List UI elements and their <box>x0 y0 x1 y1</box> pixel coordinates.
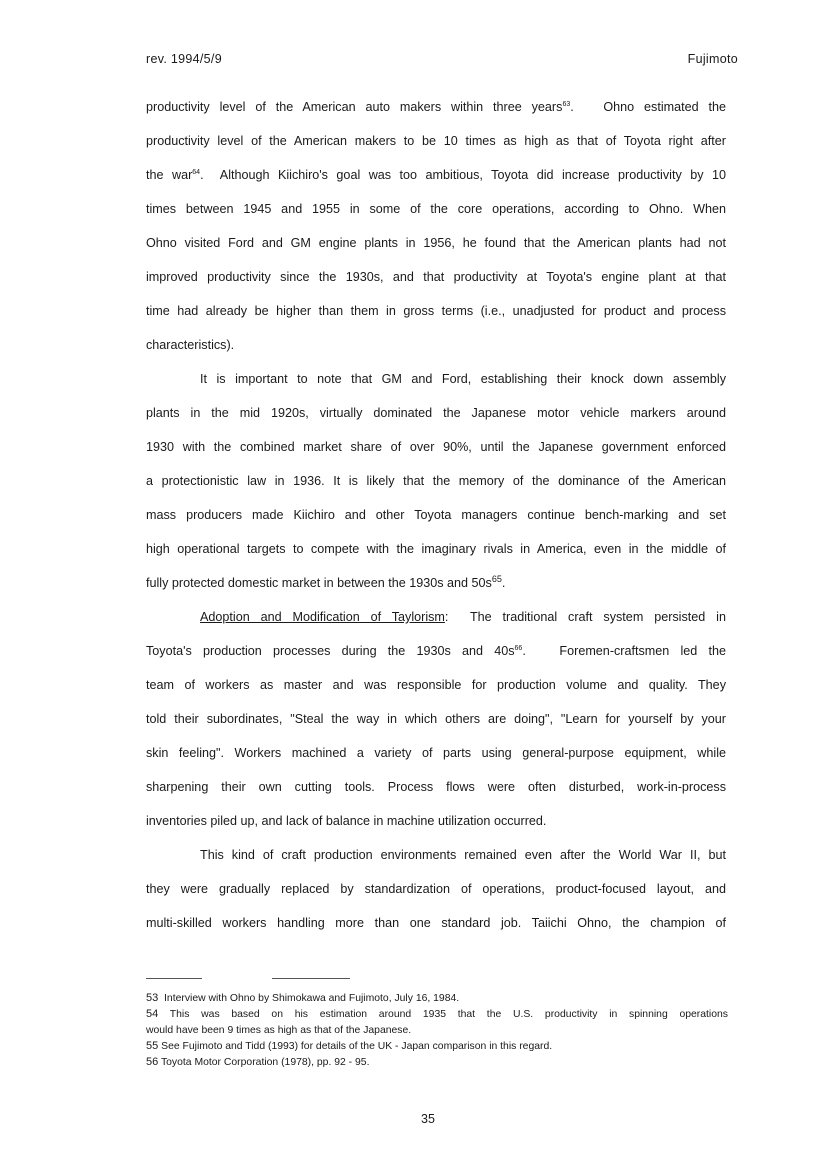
body-line: Toyota's production processes during the 1930s and 40s$^{66}$. Foremen-craftsmen led the <box>146 644 727 658</box>
body-line: Adoption and Modification of Taylorism: The traditional craft system persisted in <box>200 610 726 624</box>
body-line: 1930 with the combined market share of over 90%, until the Japanese government enforced <box>146 440 726 454</box>
footnote-item: 55 See Fujimoto and Tidd (1993) for details of the UK - Japan comparison in this regard. <box>146 1040 553 1052</box>
body-line: mass producers made Kiichiro and other Toyota managers continue bench-marking and set <box>146 508 726 522</box>
footnote-item: 54 This was based on his estimation around 1935 that the U.S. productivity in spinning operations <box>146 1008 728 1020</box>
body-line: told their subordinates, "Steal the way in which others are doing", "Learn for yourself by your <box>146 712 726 726</box>
footnote-separator <box>272 978 350 979</box>
body-line: sharpening their own cutting tools. Process flows were often disturbed, work-in-process <box>146 780 726 794</box>
body-line: plants in the mid 1920s, virtually dominated the Japanese motor vehicle markers around <box>146 406 726 420</box>
body-line: high operational targets to compete with the imaginary rivals in America, even in the middle of <box>146 542 726 556</box>
body-line: they were gradually replaced by standardization of operations, product-focused layout, and <box>146 882 726 896</box>
footnote-item: 56 Toyota Motor Corporation (1978), pp. 92 - 95. <box>146 1056 370 1068</box>
body-line: It is important to note that GM and Ford, establishing their knock down assembly <box>200 372 726 386</box>
footnote-item: would have been 9 times as high as that of the Japanese. <box>146 1025 412 1036</box>
body-line: a protectionistic law in 1936. It is likely that the memory of the dominance of the American <box>146 474 726 488</box>
body-line: skin feeling". Workers machined a variety of parts using general-purpose equipment, while <box>146 746 726 760</box>
body-line: times between 1945 and 1955 in some of the core operations, according to Ohno. When <box>146 202 726 216</box>
footnote-item: 53 Interview with Ohno by Shimokawa and Fujimoto, July 16, 1984. <box>146 992 460 1004</box>
body-line: Ohno visited Ford and GM engine plants in 1956, he found that the American plants had not <box>146 236 726 250</box>
section-heading: Adoption and Modification of Taylorism <box>200 610 445 624</box>
body-line: time had already be higher than them in gross terms (i.e., unadjusted for product and process <box>146 304 726 318</box>
body-line: improved productivity since the 1930s, and that productivity at Toyota's engine plant at that <box>146 270 726 284</box>
body-line: the war$^{64}$. Although Kiichiro's goal was too ambitious, Toyota did increase productivity by 10 <box>146 168 726 182</box>
page-number: 35 <box>421 1112 435 1126</box>
running-header-right: Fujimoto <box>687 52 738 66</box>
body-line: inventories piled up, and lack of balance in machine utilization occurred. <box>146 814 547 828</box>
running-header-left: rev. 1994/5/9 <box>146 52 222 66</box>
footnote-separator <box>146 978 202 979</box>
body-line: fully protected domestic market in between the 1930s and 50s$^{65}$. <box>146 573 506 590</box>
body-line: productivity level of the American makers to be 10 times as high as that of Toyota right after <box>146 134 726 148</box>
body-line: multi-skilled workers handling more than one standard job. Taiichi Ohno, the champion of <box>146 916 726 930</box>
body-line: team of workers as master and was responsible for production volume and quality. They <box>146 678 726 692</box>
body-line: characteristics). <box>146 338 235 352</box>
body-line: productivity level of the American auto makers within three years$^{63}$. Ohno estimated the <box>146 100 726 114</box>
body-line: This kind of craft production environments remained even after the World War II, but <box>200 848 726 862</box>
